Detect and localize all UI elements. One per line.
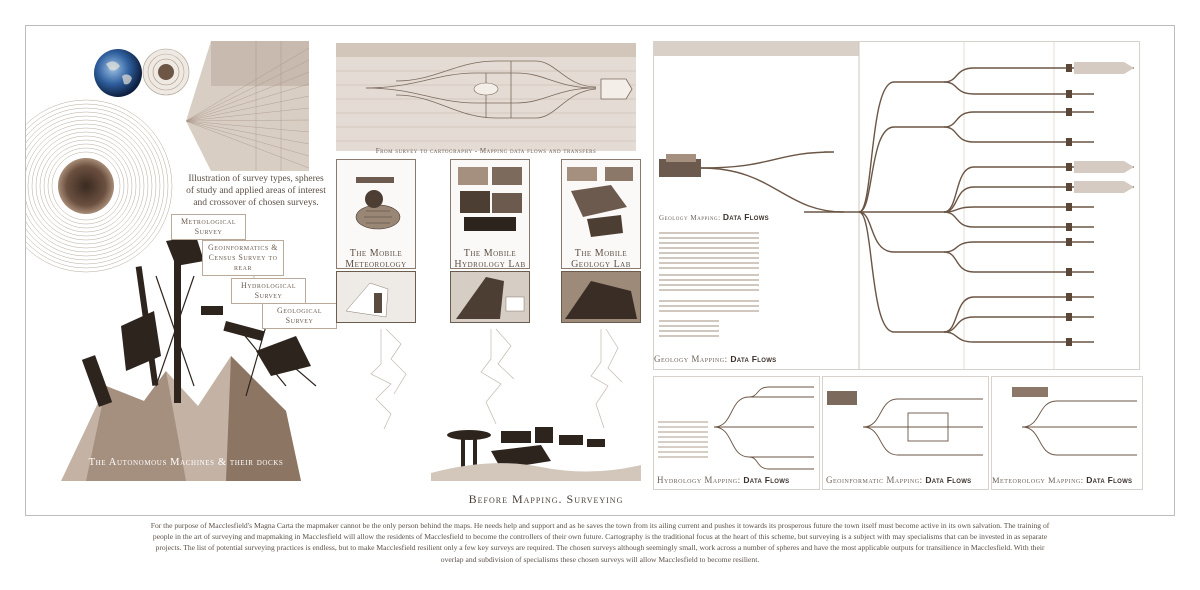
survey-label-geological: Geological Survey xyxy=(262,303,337,329)
survey-spheres-graphic xyxy=(26,26,346,486)
footer-description: For the purpose of Macclesfield's Magna Carta the mapmaker cannot be the only person behind the maps. He needs help and support and as he saves the town from its ailing current and pushes it towards its prosperous future the town itself must become active in its own salvation. The training of people in the art of surveying and mapmaking in Macclesfield will allow the residents of Macclesfield to become the controllers of their own future. Cartography is the traditional focus at the heart of this scheme, but surveying is a subject with may specialisms that can be invested in as separate projects. The list of potential surveying practices is endless, but to make Macclesfield resilient only a few key surveys are required. The chosen surveys although seemingly small, work across a number of spheres and have the most applicable outputs for transilience in Macclesfield. With their overlap and subdivision of specialisms these chosen surveys will allow Macclesfield to become resilient. xyxy=(150,521,1050,564)
survey-label-hydrological: Hydrological Survey xyxy=(231,278,306,304)
data-flow-transfer-diagram xyxy=(336,43,636,151)
meteorology-data-flows-panel xyxy=(991,376,1143,490)
earth-globe-image xyxy=(94,49,142,97)
sphere-icon-small xyxy=(143,49,189,95)
hydrology-lab-title: The Mobile Hydrology Lab xyxy=(454,248,526,270)
geology-data-flows-panel xyxy=(653,41,1140,370)
data-flow-caption: From survey to cartography - Mapping data flows and transfers xyxy=(375,147,597,155)
survey-label-geoinformatics: Geoinformatics & Census Survey to rear xyxy=(202,240,284,276)
presentation-board xyxy=(25,25,1175,516)
meteorology-lab-title: The Mobile Meteorology xyxy=(345,248,407,270)
geology-text-title: Geology Mapping: Data Flows xyxy=(659,212,769,222)
board-title: Before Mapping. Surveying xyxy=(468,492,624,506)
survey-illustration-caption: Illustration of survey types, spheres of study and applied areas of interest and crossover of chosen surveys. xyxy=(186,174,326,208)
geology-lab-title: The Mobile Geology Lab xyxy=(571,248,631,270)
geology-mapping-title: Geology Mapping: Data Flows xyxy=(654,354,777,364)
lab-floor-plans xyxy=(346,324,636,434)
hydrology-data-flows-panel xyxy=(653,376,820,490)
survey-label-metrological: Metrological Survey xyxy=(171,214,246,240)
hydrology-mapping-title: Hydrology Mapping: Data Flows xyxy=(657,475,790,485)
machines-caption: The Autonomous Machines & their docks xyxy=(88,457,284,468)
landscape-machines-image xyxy=(431,421,641,481)
geoinformatic-mapping-title: Geoinformatic Mapping: Data Flows xyxy=(826,475,972,485)
geology-dock-photo xyxy=(561,271,641,323)
geoinformatic-data-flows-panel xyxy=(822,376,989,490)
meteorology-mapping-title: Meteorology Mapping: Data Flows xyxy=(992,475,1133,485)
hydrology-dock-photo xyxy=(450,271,530,323)
meteorology-dock-photo xyxy=(336,271,416,323)
